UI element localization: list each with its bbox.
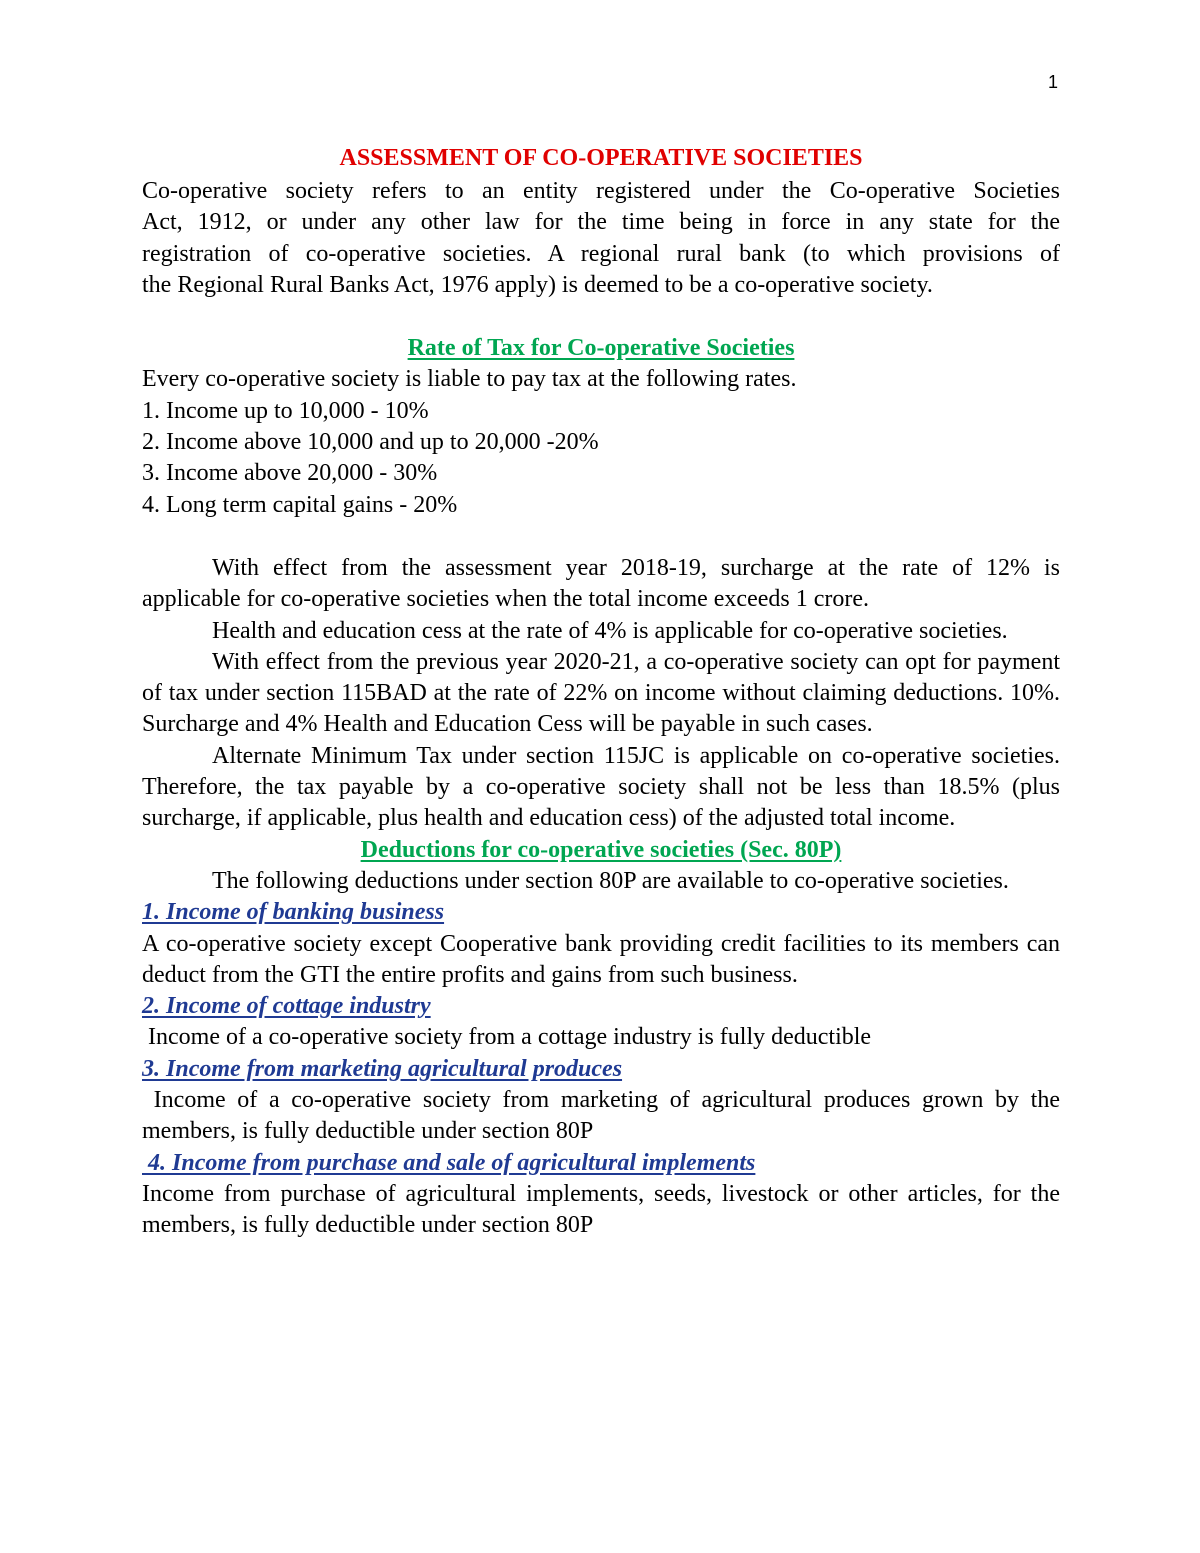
deduction-item-text: Income of a co-operative society from a cottage industry is fully deductible: [142, 1024, 872, 1051]
rate-section-lead: Every co-operative society is liable to pay tax at the following rates.: [142, 366, 797, 393]
deduction-item: [142, 1148, 1060, 1242]
deduction-item-heading: 2. Income of cottage industry: [142, 993, 431, 1020]
intro-line: Act, 1912, or under any other law for the time being in force in any state for the: [142, 209, 1060, 236]
amt-paragraph: Alternate Minimum Tax under section 115JC is applicable on co-operative societies. Therefore, the tax payable by a co-operative society shall not be less than 18.5% (plus surcharge, if applicable, plus health and education cess) of the adjusted total income.: [142, 742, 1060, 832]
intro-line: Co-operative society refers to an entity registered under the Co-operative Societies: [142, 178, 1060, 204]
surcharge-paragraph: With effect from the assessment year 2018-19, surcharge at the rate of 12% is applicable for co-operative societies when the total income exceeds 1 crore.: [142, 554, 1060, 613]
deduction-item: [142, 991, 1060, 1054]
intro-line: registration of co-operative societies. A regional rural bank (to which provisions of: [142, 240, 1060, 267]
rate-section-heading: Rate of Tax for Co-operative Societies: [407, 335, 795, 362]
deduction-item-text: Income of a co-operative society from marketing of agricultural produces grown by the members, is fully deductible under section 80P: [142, 1087, 1067, 1145]
rate-item: 3. Income above 20,000 - 30%: [142, 460, 438, 487]
cess-paragraph: Health and education cess at the rate of 4% is applicable for co-operative societies.: [212, 617, 1008, 644]
document-body: [142, 140, 1067, 1242]
deduction-item-heading: 4. Income from purchase and sale of agricultural implements: [142, 1149, 756, 1176]
rate-item: 4. Long term capital gains - 20%: [142, 491, 458, 518]
deduction-item-heading: 1. Income of banking business: [142, 899, 445, 926]
document-title: ASSESSMENT OF CO-OPERATIVE SOCIETIES: [339, 145, 863, 171]
deduction-item: [142, 897, 1060, 991]
section-115bad-paragraph: With effect from the previous year 2020-21, a co-operative society can opt for payment of tax under section 115BAD at the rate of 22% on income without claiming deductions. 10%. Surcharge and 4% Health and Education Cess will be payable in such cases.: [142, 648, 1060, 738]
rate-item: 1. Income up to 10,000 - 10%: [142, 397, 429, 424]
intro-line: the Regional Rural Banks Act, 1976 apply) is deemed to be a co-operative society.: [142, 271, 933, 298]
intro-paragraph: [142, 176, 1060, 301]
deductions-section-heading: Deductions for co-operative societies (Sec. 80P): [360, 836, 842, 863]
deduction-item-heading: 3. Income from marketing agricultural produces: [142, 1055, 623, 1082]
page-number: 1: [1047, 72, 1058, 92]
deductions-lead: The following deductions under section 80P are available to co-operative societies.: [212, 867, 1009, 894]
deduction-item: [142, 1054, 1067, 1148]
rate-item: 2. Income above 10,000 and up to 20,000 -20%: [142, 429, 599, 456]
deduction-item-text: A co-operative society except Cooperative bank providing credit facilities to its members can deduct from the GTI the entire profits and gains from such business.: [142, 930, 1060, 988]
deduction-item-text: Income from purchase of agricultural implements, seeds, livestock or other articles, for the members, is fully deductible under section 80P: [142, 1180, 1060, 1239]
